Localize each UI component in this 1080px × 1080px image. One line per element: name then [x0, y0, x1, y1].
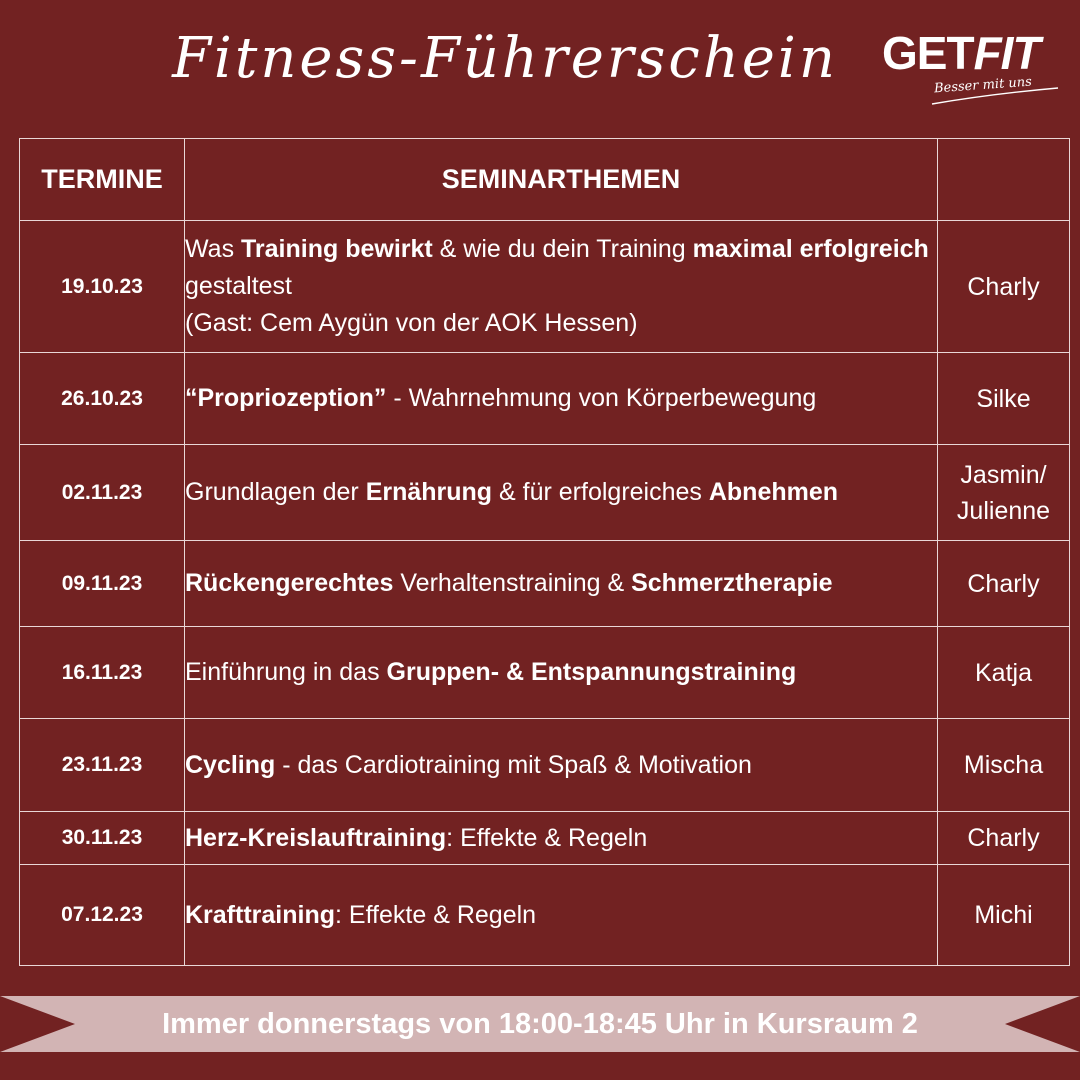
topic-emphasis: Gruppen- & Entspannungstraining: [386, 658, 797, 686]
topic-emphasis: Herz-Kreislauftraining: [185, 823, 447, 852]
date-cell: 23.11.23: [20, 719, 185, 812]
topic-emphasis: maximal erfolgreich: [692, 235, 929, 263]
logo-tagline: Besser mit uns: [933, 74, 1033, 97]
table-row: [20, 627, 1070, 719]
topic-emphasis: Ernährung: [365, 478, 493, 506]
date-cell: 09.11.23: [20, 541, 185, 627]
speaker-cell: Charly: [938, 541, 1070, 627]
speaker-cell: Silke: [938, 353, 1070, 445]
date-cell: 26.10.23: [20, 353, 185, 445]
table-row: [20, 719, 1070, 812]
topic-text: Grundlagen der: [185, 478, 366, 506]
seminar-table: [19, 138, 1070, 966]
speaker-cell: Charly: [938, 812, 1070, 865]
topic-text: Was: [185, 235, 242, 263]
date-cell: 16.11.23: [20, 627, 185, 719]
table-row: [20, 221, 1070, 353]
speaker-cell: Mischa: [938, 719, 1070, 812]
topic-emphasis: Cycling: [185, 750, 276, 779]
topic-cell: [185, 353, 938, 445]
table-row: [20, 541, 1070, 627]
table-row: [20, 812, 1070, 865]
banner-text: Immer donnerstags von 18:00-18:45 Uhr in Kursraum 2: [162, 1008, 918, 1040]
getfit-logo: [882, 28, 1062, 108]
topic-emphasis: Abnehmen: [708, 478, 839, 506]
header-empty: [938, 139, 1070, 221]
table-header-row: [20, 139, 1070, 221]
topic-cell: [185, 812, 938, 865]
topic-text: - Wahrnehmung von Körperbewegung: [386, 384, 817, 412]
speaker-cell: Katja: [938, 627, 1070, 719]
date-cell: 30.11.23: [20, 812, 185, 865]
topic-text: & wie du dein Training: [432, 235, 693, 263]
topic-emphasis: Krafttraining: [185, 900, 335, 929]
topic-text: Einführung in das: [185, 658, 387, 686]
table-row: [20, 865, 1070, 966]
topic-emphasis: Rückengerechtes: [185, 569, 394, 597]
table-row: [20, 445, 1070, 541]
topic-cell: [185, 865, 938, 966]
logo-get: GET: [882, 27, 974, 79]
topic-cell: [185, 541, 938, 627]
date-cell: 02.11.23: [20, 445, 185, 541]
topic-text: gestaltest: [185, 272, 293, 300]
schedule-banner: [0, 996, 1080, 1052]
topic-text: & für erfolgreiches: [492, 478, 709, 506]
topic-text: Verhaltenstraining &: [393, 569, 632, 597]
page-title: Fitness-Führerschein: [172, 26, 838, 91]
topic-cell: [185, 221, 938, 353]
topic-cell: [185, 627, 938, 719]
topic-text: - das Cardiotraining mit Spaß & Motivation: [275, 750, 752, 779]
topic-emphasis: Schmerztherapie: [631, 569, 833, 597]
logo-fit: FIT: [973, 27, 1040, 79]
topic-text: : Effekte & Regeln: [446, 823, 648, 852]
speaker-cell: Michi: [938, 865, 1070, 966]
topic-emphasis: Training bewirkt: [241, 235, 433, 263]
topic-cell: [185, 719, 938, 812]
topic-cell: [185, 445, 938, 541]
table-row: [20, 353, 1070, 445]
date-cell: 19.10.23: [20, 221, 185, 353]
speaker-cell: Jasmin/ Julienne: [938, 445, 1070, 541]
header-seminarthemen: SEMINARTHEMEN: [185, 139, 938, 221]
logo-wordmark: [882, 28, 1040, 78]
topic-emphasis: “Propriozeption”: [185, 384, 387, 412]
topic-text: (Gast: Cem Aygün von der AOK Hessen): [185, 309, 638, 337]
header-termine: TERMINE: [20, 139, 185, 221]
date-cell: 07.12.23: [20, 865, 185, 966]
speaker-cell: Charly: [938, 221, 1070, 353]
topic-text: : Effekte & Regeln: [335, 900, 537, 929]
